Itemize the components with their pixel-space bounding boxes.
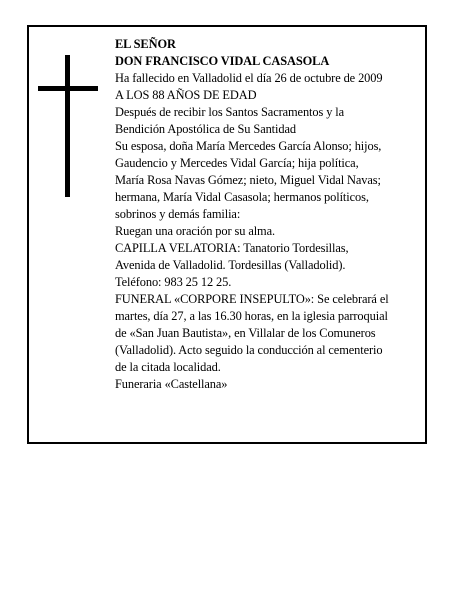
text-line: de la citada localidad.	[115, 360, 221, 374]
age-line: A LOS 88 AÑOS DE EDAD	[115, 88, 257, 102]
cross-vertical-bar	[65, 55, 70, 197]
prayer-line: Ruegan una oración por su alma.	[115, 224, 275, 238]
text-line: CAPILLA VELATORIA: Tanatorio Tordesillas,	[115, 241, 349, 255]
text-line: María Rosa Navas Gómez; nieto, Miguel Vidal Navas;	[115, 173, 381, 187]
cross-icon	[38, 55, 98, 197]
obituary-text	[115, 36, 421, 393]
death-statement: Ha fallecido en Valladolid el día 26 de octubre de 2009	[115, 71, 383, 85]
chapel-paragraph	[115, 240, 421, 291]
text-line: sobrinos y demás familia:	[115, 207, 241, 221]
text-line: Gaudencio y Mercedes Vidal García; hija política,	[115, 156, 359, 170]
family-paragraph	[115, 138, 421, 223]
text-line: Avenida de Valladolid. Tordesillas (Valladolid).	[115, 258, 346, 272]
text-line: FUNERAL «CORPORE INSEPULTO»: Se celebrará el	[115, 292, 389, 306]
text-line: Teléfono: 983 25 12 25.	[115, 275, 232, 289]
text-line: Después de recibir los Santos Sacramentos y la	[115, 105, 345, 119]
text-line: hermana, María Vidal Casasola; hermanos políticos,	[115, 190, 369, 204]
text-line: Bendición Apostólica de Su Santidad	[115, 122, 296, 136]
title-line-1: EL SEÑOR	[115, 37, 176, 51]
text-line: martes, día 27, a las 16.30 horas, en la iglesia parroquial	[115, 309, 388, 323]
deceased-name: DON FRANCISCO VIDAL CASASOLA	[115, 54, 330, 68]
text-line: (Valladolid). Acto seguido la conducción al cementerio	[115, 343, 383, 357]
text-line: Su esposa, doña María Mercedes García Alonso; hijos,	[115, 139, 382, 153]
funeral-paragraph	[115, 291, 421, 376]
text-line: de «San Juan Bautista», en Villalar de los Comuneros	[115, 326, 376, 340]
funeral-home: Funeraria «Castellana»	[115, 377, 228, 391]
sacraments-paragraph	[115, 104, 421, 138]
cross-horizontal-bar	[38, 86, 98, 91]
